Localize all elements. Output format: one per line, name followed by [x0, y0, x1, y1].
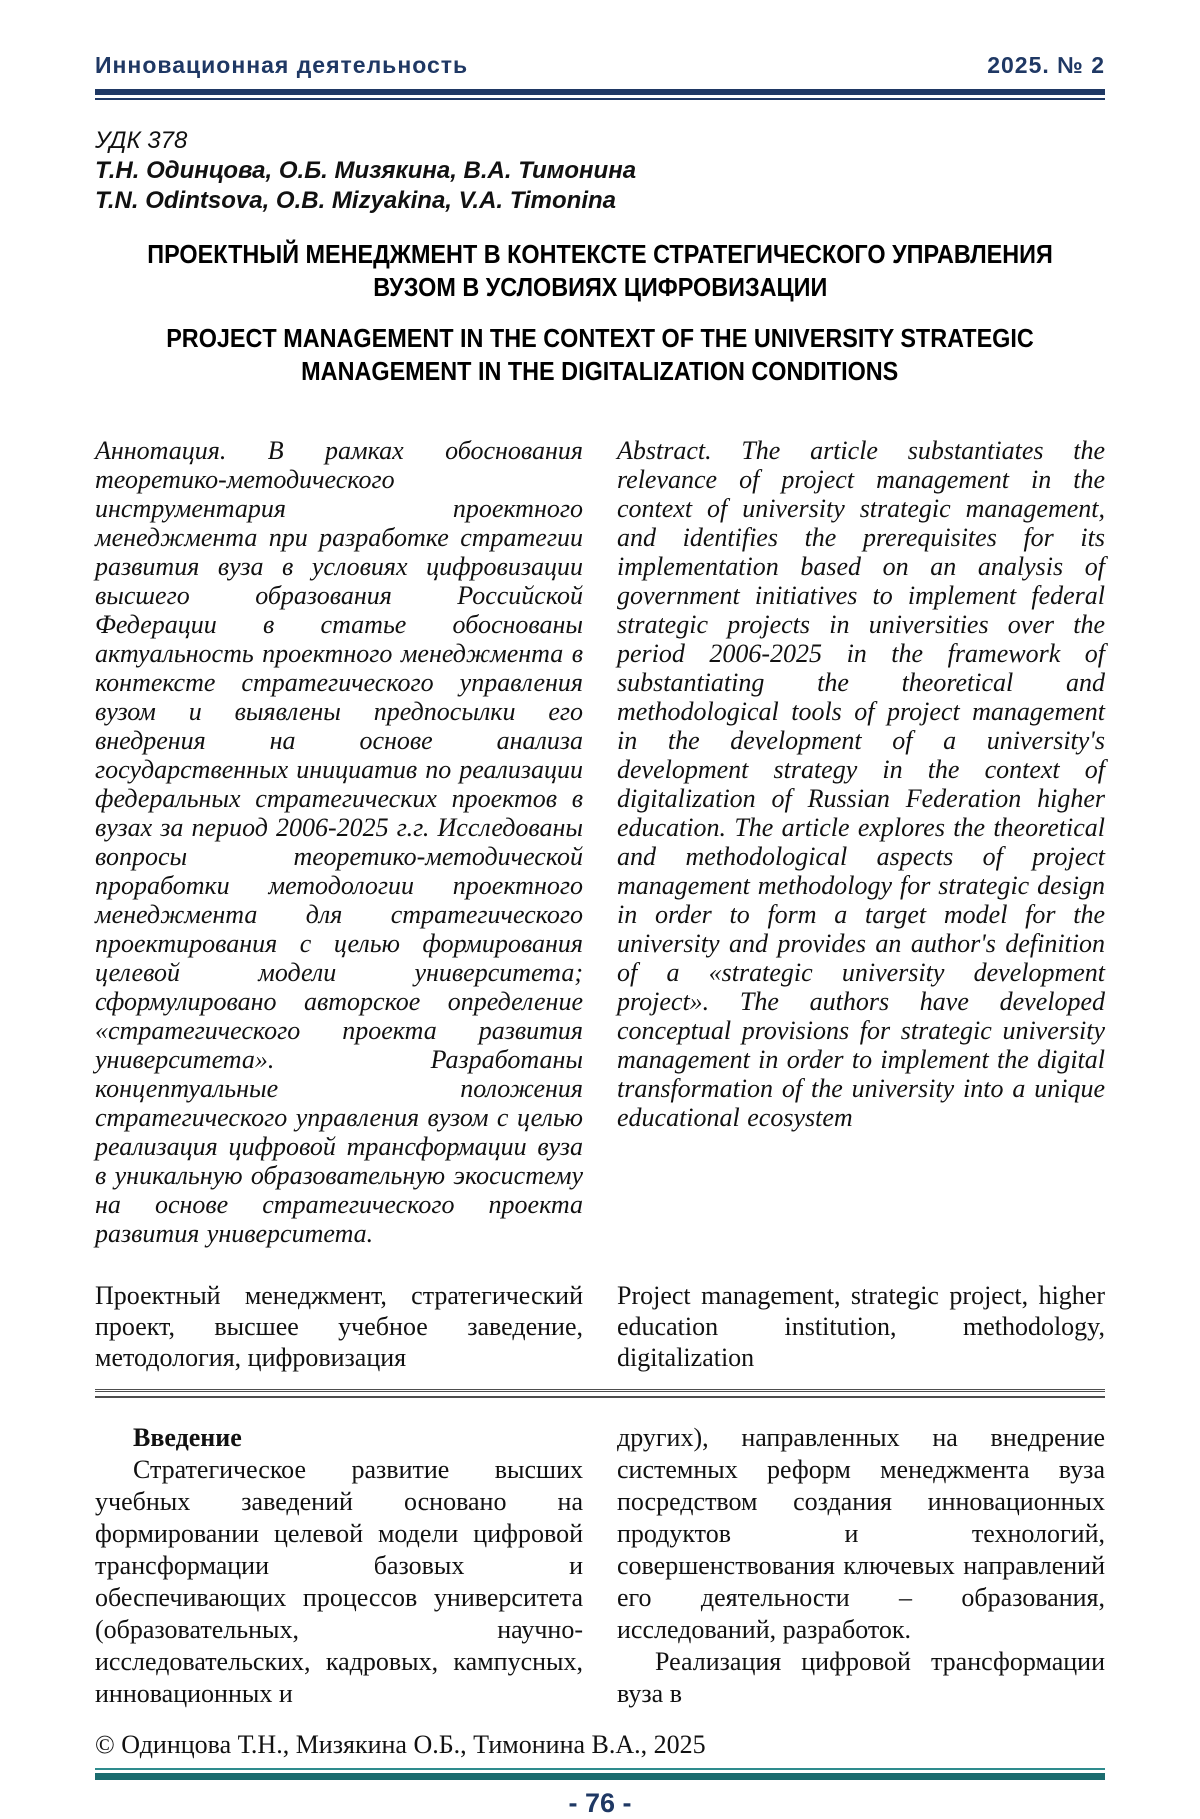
- body-paragraph-right-2: Реализация цифровой трансформации вуза в: [617, 1647, 1105, 1708]
- keywords-russian: Проектный менеджмент, стратегический проект, высшее учебное заведение, методология, цифровизация: [95, 1281, 583, 1372]
- abstract-keywords-grid: [95, 436, 1105, 1373]
- body-left-column: [95, 1422, 583, 1710]
- abstract-russian-column: [95, 436, 583, 1248]
- header-rule-thick: [95, 89, 1105, 95]
- udc-code: УДК 378: [95, 127, 188, 154]
- copyright-line: © Одинцова Т.Н., Мизякина О.Б., Тимонина В.А., 2025: [95, 1730, 706, 1759]
- footer-rule-thin: [95, 1768, 1105, 1770]
- keywords-english: Project management, strategic project, higher education institution, methodology, digitalization: [617, 1281, 1105, 1372]
- body-paragraph-left: Стратегическое развитие высших учебных заведений основано на формировании целевой модели цифровой трансформации базовых и обеспечивающих процессов университета (образовательных, научно-исследовательских, кадровых, кампусных, инновационных и: [95, 1455, 583, 1708]
- abstract-russian: Аннотация. В рамках обоснования теоретико-методического инструментария проектного менеджмента при разработке стратегии развития вуза в условиях цифровизации высшего образования Российской Федерации в статье обоснованы актуальность проектного менеджмента в контексте стратегического управления вузом и выявлены предпосылки его внедрения на основе анализа государственных инициатив по реализации федеральных стратегических проектов в вузах за период 2006-2025 г.г. Исследованы вопросы теоретико-методической проработки методологии проектного менеджмента для стратегического проектирования с целью формирования целевой модели университета; сформулировано авторское определение «стратегического проекта развития университета». Разработаны концептуальные положения стратегического управления вузом с целью реализация цифровой трансформации вуза в уникальную образовательную экосистему на основе стратегического проекта развития университета.: [95, 436, 583, 1248]
- article-title-en-line1: PROJECT MANAGEMENT IN THE CONTEXT OF THE UNIVERSITY STRATEGIC: [166, 323, 1034, 353]
- intro-heading: Введение: [133, 1423, 242, 1452]
- authors-english: T.N. Odintsova, O.B. Mizyakina, V.A. Timonina: [95, 187, 616, 214]
- body-paragraph-right-1: других), направленных на внедрение системных реформ менеджмента вуза посредством создания инновационных продуктов и технологий, совершенствования ключевых направлений его деятельности – образования, исследований, разработок.: [617, 1423, 1105, 1644]
- article-meta: [95, 126, 1105, 216]
- article-title-ru-line2: ВУЗОМ В УСЛОВИЯХ ЦИФРОВИЗАЦИИ: [372, 272, 828, 302]
- keywords-russian-column: [95, 1280, 583, 1373]
- article-title-english: [95, 322, 1105, 388]
- footer-rule-thick: [95, 1773, 1105, 1780]
- page-number: - 76 -: [568, 1788, 632, 1818]
- article-title-en-line2: MANAGEMENT IN THE DIGITALIZATION CONDITIONS: [301, 356, 899, 386]
- separator-single-line: [95, 1396, 1105, 1398]
- journal-title: Инновационная деятельность: [95, 52, 469, 78]
- keywords-english-column: [617, 1280, 1105, 1373]
- article-title-ru-line1: ПРОЕКТНЫЙ МЕНЕДЖМЕНТ В КОНТЕКСТЕ СТРАТЕГИЧЕСКОГО УПРАВЛЕНИЯ: [147, 239, 1053, 269]
- abstract-english: Abstract. The article substantiates the relevance of project management in the context of university strategic management, and identifies the prerequisites for its implementation based on an analysis of government initiatives to implement federal strategic projects in universities over the period 2006-2025 in the framework of substantiating the theoretical and methodological tools of project management in the development of a university's development strategy in the context of digitalization of Russian Federation higher education. The article explores the theoretical and methodological aspects of project management methodology for strategic design in order to form a target model for the university and provides an author's definition of a «strategic university development project». The authors have developed conceptual provisions for strategic university management in order to implement the digital transformation of the university into a unique educational ecosystem: [617, 436, 1105, 1132]
- body-right-column: [617, 1422, 1105, 1710]
- separator-double-line: [95, 1389, 1105, 1392]
- authors-russian: Т.Н. Одинцова, О.Б. Мизякина, В.А. Тимонина: [95, 157, 637, 184]
- article-title-russian: [95, 238, 1105, 304]
- issue-number: 2025. № 2: [987, 52, 1105, 78]
- body-text-grid: [95, 1422, 1105, 1710]
- abstract-english-column: [617, 436, 1105, 1248]
- running-head: [95, 52, 1105, 79]
- section-separator: [95, 1389, 1105, 1398]
- header-rule-thin: [95, 98, 1105, 100]
